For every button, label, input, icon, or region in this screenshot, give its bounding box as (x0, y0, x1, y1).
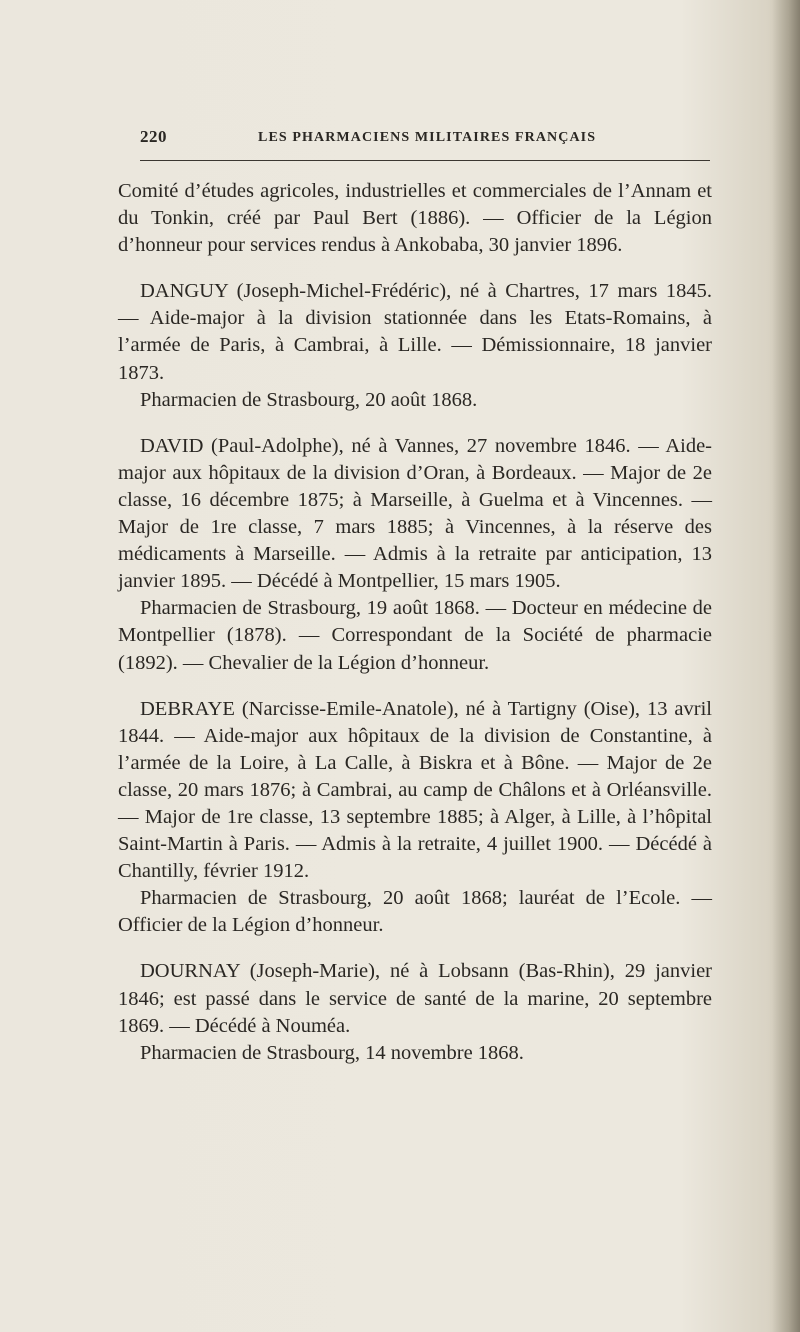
entry-david-diploma: Pharmacien de Strasbourg, 19 août 1868. — Docteur en médecine de Montpellier (1878). — Correspondant de la Société de pharmacie (1892). — Chevalier de la Légion d’honneur. (118, 597, 712, 674)
page-edge-shadow (772, 0, 800, 1332)
entry-david: DAVID (Paul-Adolphe), né à Vannes, 27 novembre 1846. — Aide-major aux hôpitaux de la division d’Oran, à Bordeaux. — Major de 2e classe, 16 décembre 1875; à Marseille, à Guelma et à Vincennes. — Major de 1re classe, 7 mars 1885; à Vincennes, à la réserve des médicaments à Marseille. — Admis à la retraite par anticipation, 13 janvier 1895. — Décédé à Montpellier, 15 mars 1905. (118, 434, 712, 593)
header-rule (140, 160, 710, 161)
entry-dournay-diploma: Pharmacien de Strasbourg, 14 novembre 1868. (140, 1041, 524, 1064)
page-body (118, 178, 712, 1067)
entry-danguy-diploma: Pharmacien de Strasbourg, 20 août 1868. (140, 388, 478, 411)
entry-debraye: DEBRAYE (Narcisse-Emile-Anatole), né à Tartigny (Oise), 13 avril 1844. — Aide-major aux hôpitaux de la division de Constantine, à l’armée de la Loire, à La Calle, à Biskra et à Bône. — Major de 2e classe, 20 mars 1876; à Cambrai, au camp de Châlons et à Orléansville. — Major de 1re classe, 13 septembre 1885; à Alger, à Lille, à l’hôpital Saint-Martin à Paris. — Admis à la retraite, 4 juillet 1900. — Décédé à Chantilly, février 1912. (118, 697, 712, 883)
running-title: LES PHARMACIENS MILITAIRES FRANÇAIS (258, 130, 597, 145)
page-number: 220 (140, 127, 167, 146)
paragraph-continued: Comité d’études agricoles, industrielles et commerciales de l’Annam et du Tonkin, créé par Paul Bert (1886). — Officier de la Légion d’honneur pour services rendus à Ankobaba, 30 janvier 1896. (118, 180, 712, 257)
entry-debraye-diploma: Pharmacien de Strasbourg, 20 août 1868; lauréat de l’Ecole. — Officier de la Légion d’honneur. (118, 887, 712, 937)
page-header (140, 127, 700, 151)
entry-danguy: DANGUY (Joseph-Michel-Frédéric), né à Chartres, 17 mars 1845. — Aide-major à la division stationnée dans les Etats-Romains, à l’armée de Paris, à Cambrai, à Lille. — Démissionnaire, 18 janvier 1873. (118, 280, 712, 384)
entry-dournay: DOURNAY (Joseph-Marie), né à Lobsann (Bas-Rhin), 29 janvier 1846; est passé dans le service de santé de la marine, 20 septembre 1869. — Décédé à Nouméa. (118, 960, 712, 1037)
